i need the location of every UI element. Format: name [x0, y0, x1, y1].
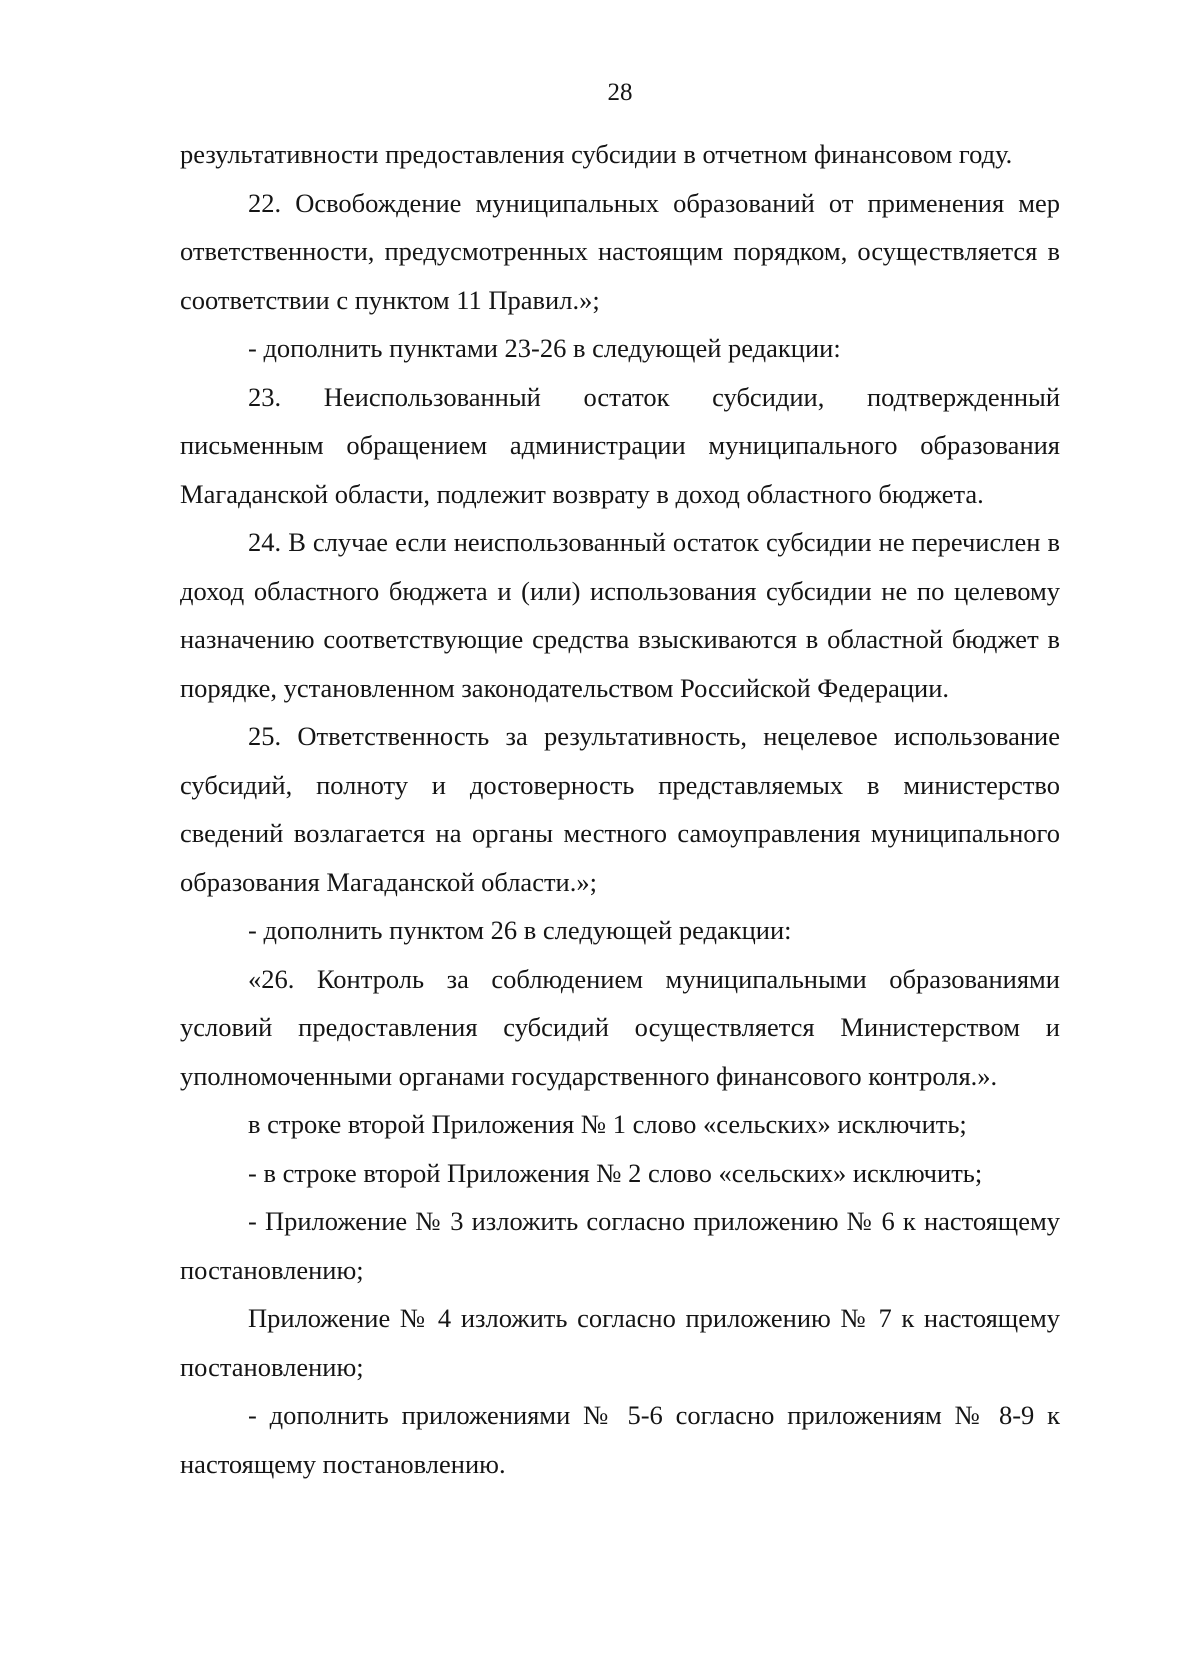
paragraph-appendix-2: - в строке второй Приложения № 2 слово «сельских» исключить;	[248, 1157, 983, 1188]
paragraph-appendix-1: в строке второй Приложения № 1 слово «сельских» исключить;	[248, 1109, 967, 1139]
paragraph-23: 23. Неиспользованный остаток субсидии, подтвержденный письменным обращением администрации муниципального образования Магаданской области, подлежит возврату в доход областного бюджета.	[180, 381, 1060, 509]
paragraph-25: 25. Ответственность за результативность, нецелевое использование субсидий, полноту и достоверность представляемых в министерство сведений возлагается на органы местного самоуправления муниципального образования Магаданской области.»;	[180, 721, 1060, 897]
paragraph-appendix-5-6: - дополнить приложениями № 5-6 согласно приложениям № 8-9 к настоящему постановлению.	[180, 1400, 1060, 1479]
paragraph-add-23-26: - дополнить пунктами 23-26 в следующей редакции:	[248, 333, 841, 363]
paragraph-appendix-4: Приложение № 4 изложить согласно приложению № 7 к настоящему постановлению;	[180, 1303, 1060, 1382]
paragraph-appendix-3: - Приложение № 3 изложить согласно приложению № 6 к настоящему постановлению;	[180, 1206, 1060, 1285]
paragraph-26: «26. Контроль за соблюдением муниципальными образованиями условий предоставления субсидий осуществляется Министерством и уполномоченными органами государственного финансового контроля.».	[180, 963, 1060, 1091]
paragraph-add-26: - дополнить пунктом 26 в следующей редакции:	[248, 915, 792, 945]
paragraph-continuation: результативности предоставления субсидии в отчетном финансовом году.	[180, 139, 1013, 169]
paragraph-22: 22. Освобождение муниципальных образований от применения мер ответственности, предусмотренных настоящим порядком, осуществляется в соответствии с пунктом 11 Правил.»;	[180, 187, 1060, 315]
document-body	[180, 130, 1060, 1488]
paragraph-24: 24. В случае если неиспользованный остаток субсидии не перечислен в доход областного бюджета и (или) использования субсидии не по целевому назначению соответствующие средства взыскиваются в областной бюджет в порядке, установленном законодательством Российской Федерации.	[180, 527, 1060, 703]
page-number: 28	[607, 79, 633, 106]
